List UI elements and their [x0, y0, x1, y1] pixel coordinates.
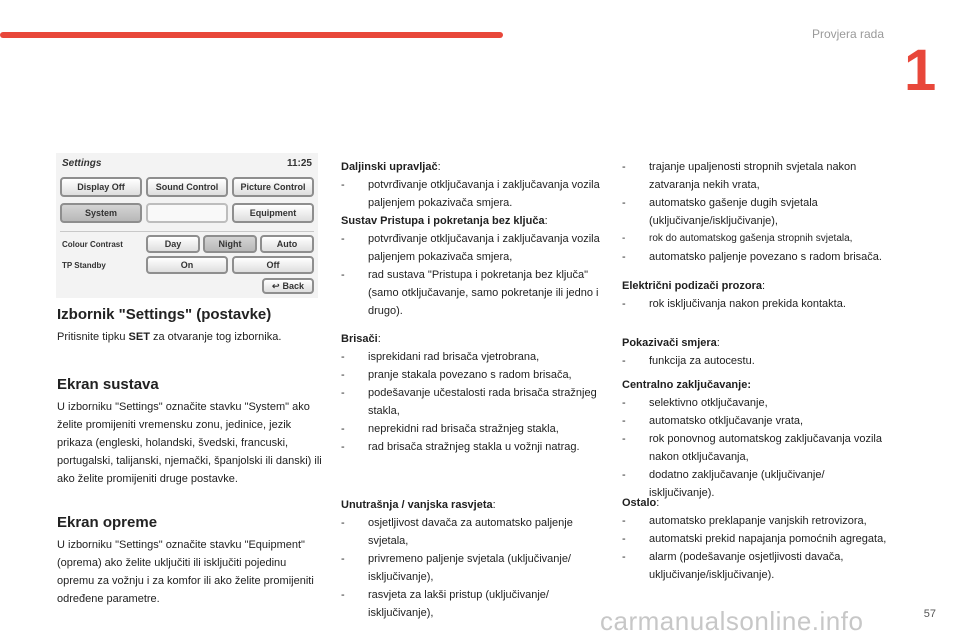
list-item: alarm (podešavanje osjetljivosti davača, uključivanje/isključivanje).	[649, 551, 844, 581]
lighting-section: Unutrašnja / vanjska rasvjeta: - osjetljivost davača za automatsko paljenje svjetala, - privremeno paljenje svjetala (uključivanje/ isključivanje), - rasvjeta za lakši pristup (uključivanje/ isključivanje),	[341, 499, 573, 619]
list-item: podešavanje učestalosti rada brisača stražnjeg stakla,	[368, 387, 597, 417]
indicators-section: Pokazivači smjera: - funkcija za autocestu.	[622, 337, 755, 367]
picture-control-button[interactable]: Picture Control	[232, 177, 314, 197]
colour-contrast-label: Colour Contrast	[62, 240, 123, 249]
list-item: automatsko paljenje povezano s radom brisača.	[649, 251, 882, 263]
remote-control-section: Daljinski upravljač: - potvrđivanje otključavanja i zaključavanja vozila paljenjem pokazivača smjera.	[341, 161, 600, 209]
list-item: pranje stakala povezano s radom brisača,	[368, 369, 572, 381]
list-item: funkcija za autocestu.	[649, 355, 755, 367]
day-button[interactable]: Day	[146, 235, 200, 253]
on-button[interactable]: On	[146, 256, 228, 274]
empty-button	[146, 203, 228, 223]
equipment-screen-text: U izborniku "Settings" označite stavku "Equipment" (oprema) ako želite uključiti ili isključiti pojedinu opremu za vožnju i za komfor ili ako želite promijeniti određene parametre.	[57, 539, 314, 605]
list-item: rok ponovnog automatskog zaključavanja vozila nakon otključavanja,	[649, 433, 882, 463]
list-item: dodatno zaključavanje (uključivanje/ isključivanje).	[649, 469, 825, 499]
list-item: osjetljivost davača za automatsko paljenje svjetala,	[368, 517, 573, 547]
list-item: privremeno paljenje svjetala (uključivanje/ isključivanje),	[368, 553, 571, 583]
list-item: automatski prekid napajanja pomoćnih agregata,	[649, 533, 887, 545]
screen-divider	[60, 231, 314, 232]
list-item: automatsko gašenje dugih svjetala (uključivanje/isključivanje),	[649, 197, 818, 227]
list-item: rok do automatskog gašenja stropnih svjetala,	[649, 233, 853, 244]
system-button[interactable]: System	[60, 203, 142, 223]
list-item: selektivno otključavanje,	[649, 397, 768, 409]
back-arrow-icon: ↩	[271, 280, 280, 291]
equipment-button[interactable]: Equipment	[232, 203, 314, 223]
tp-standby-label: TP Standby	[62, 261, 106, 270]
section-title: Provjera rada	[811, 27, 884, 41]
equipment-screen-heading: Ekran opreme	[57, 514, 158, 531]
back-button[interactable]	[262, 278, 314, 294]
screen-clock: 11:25	[286, 158, 312, 169]
auto-button[interactable]: Auto	[260, 235, 314, 253]
wipers-section: Brisači: - isprekidani rad brisača vjetrobrana, - pranje stakala povezano s radom brisača, - podešavanje učestalosti rada brisača stražnjeg stakla, - neprekidni rad brisača stražnjeg stakla, - rad brisača stražnjeg stakla u vožnji natrag.	[341, 333, 597, 453]
page-number: 57	[923, 608, 936, 620]
chapter-number: 1	[904, 38, 937, 103]
list-item: neprekidni rad brisača stražnjeg stakla,	[368, 423, 559, 435]
lighting-continued-section: - trajanje upaljenosti stropnih svjetala nakon zatvaranja nekih vrata, - automatsko gašenje dugih svjetala (uključivanje/isključivanje), - rok do automatskog gašenja stropnih svjetala, - automatsko paljenje povezano s radom brisača.	[622, 161, 882, 263]
night-button[interactable]: Night	[203, 235, 257, 253]
system-screen-text: U izborniku "Settings" označite stavku "System" ako želite promijeniti vremensku zonu, jedinice, jezik prikaza (engleski, holandski, švedski, francuski, portugalski, talijanski, njemački, španjolski ili danski) ili ako želite promijeniti druge postavke.	[57, 401, 322, 485]
system-screen-heading: Ekran sustava	[57, 376, 159, 393]
list-item: rok isključivanja nakon prekida kontakta.	[649, 298, 846, 310]
list-item: potvrđivanje otključavanja i zaključavanja vozila paljenjem pokazivača smjera,	[368, 233, 600, 263]
list-item: potvrđivanje otključavanja i zaključavanja vozila paljenjem pokazivača smjera.	[368, 179, 600, 209]
keyless-section: Sustav Pristupa i pokretanja bez ključa: - potvrđivanje otključavanja i zaključavanja vozila paljenjem pokazivača smjera, - rad sustava "Pristupa i pokretanja bez ključa" (samo otključavanje, samo pokretanje ili jedno i drugo).	[341, 215, 600, 317]
list-item: isprekidani rad brisača vjetrobrana,	[368, 351, 540, 363]
sound-control-button[interactable]: Sound Control	[146, 177, 228, 197]
other-section: Ostalo: - automatsko preklapanje vanjskih retrovizora, - automatski prekid napajanja pomoćnih agregata, - alarm (podešavanje osjetljivosti davača, uključivanje/isključivanje).	[622, 497, 887, 581]
central-locking-section: Centralno zaključavanje: - selektivno otključavanje, - automatsko otključavanje vrata, - rok ponovnog automatskog zaključavanja vozila nakon otključavanja, - dodatno zaključavanje (uključivanje/ isključivanje).	[622, 379, 882, 499]
off-button[interactable]: Off	[232, 256, 314, 274]
settings-menu-heading: Izbornik "Settings" (postavke)	[57, 306, 272, 323]
settings-screenshot	[56, 153, 318, 298]
list-item: rad sustava "Pristupa i pokretanja bez ključa" (samo otključavanje, samo pokretanje ili jedno i drugo).	[368, 269, 599, 317]
list-item: rasvjeta za lakši pristup (uključivanje/ isključivanje),	[368, 589, 549, 619]
list-item: automatsko otključavanje vrata,	[649, 415, 804, 427]
list-item: rad brisača stražnjeg stakla u vožnji natrag.	[368, 441, 580, 453]
windows-section: Električni podizači prozora: - rok isključivanja nakon prekida kontakta.	[622, 280, 846, 310]
settings-intro: Pritisnite tipku SET za otvaranje tog izbornika.	[57, 331, 282, 343]
display-off-button[interactable]: Display Off	[60, 177, 142, 197]
watermark: carmanualsonline.info	[600, 606, 864, 636]
screen-title: Settings	[62, 158, 102, 169]
header-accent-bar	[0, 32, 503, 38]
list-item: automatsko preklapanje vanjskih retrovizora,	[649, 515, 867, 527]
back-label: Back	[282, 281, 305, 291]
list-item: trajanje upaljenosti stropnih svjetala nakon zatvaranja nekih vrata,	[649, 161, 857, 191]
